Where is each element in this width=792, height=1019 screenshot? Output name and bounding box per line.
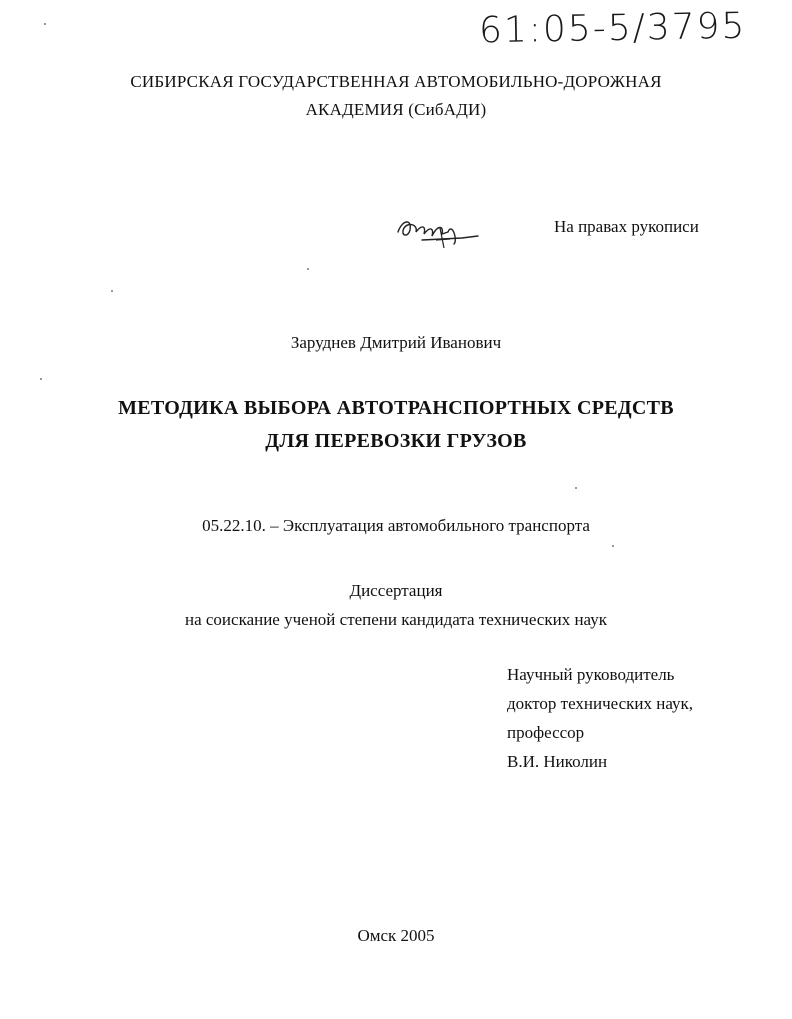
scan-speck (307, 268, 309, 270)
supervisor-name: В.И. Николин (507, 752, 608, 771)
dissertation-purpose: на соискание ученой степени кандидата технических наук (184, 610, 607, 629)
scan-speck (575, 487, 577, 489)
institution-line-1: СИБИРСКАЯ ГОСУДАРСТВЕННАЯ АВТОМОБИЛЬНО-ДОРОЖНАЯ (130, 72, 662, 91)
dissertation-type-block (0, 576, 792, 634)
scan-speck (111, 290, 113, 292)
dissertation-type: Диссертация (349, 581, 443, 600)
specialty-code: 05.22.10. – Эксплуатация автомобильного транспорта (202, 516, 590, 535)
manuscript-rights-note: На правах рукописи (554, 217, 699, 236)
scan-speck (40, 378, 42, 380)
supervisor-role: Научный руководитель (507, 665, 675, 684)
scan-speck (612, 545, 614, 547)
supervisor-degree: доктор технических наук, (507, 694, 694, 713)
title-line-2: ДЛЯ ПЕРЕВОЗКИ ГРУЗОВ (265, 430, 527, 452)
place-and-year: Омск 2005 (357, 926, 435, 945)
author-name: Заруднев Дмитрий Иванович (290, 333, 502, 352)
institution-line-2: АКАДЕМИЯ (СибАДИ) (305, 100, 487, 119)
supervisor-rank: профессор (507, 723, 585, 742)
title-line-1: МЕТОДИКА ВЫБОРА АВТОТРАНСПОРТНЫХ СРЕДСТВ (118, 397, 674, 419)
scan-speck (44, 23, 46, 25)
archive-stamp: 61:05-5/3795 (478, 5, 747, 52)
institution-header (0, 68, 792, 124)
author-signature (392, 210, 482, 250)
supervisor-block (507, 660, 693, 776)
dissertation-title (0, 392, 792, 458)
